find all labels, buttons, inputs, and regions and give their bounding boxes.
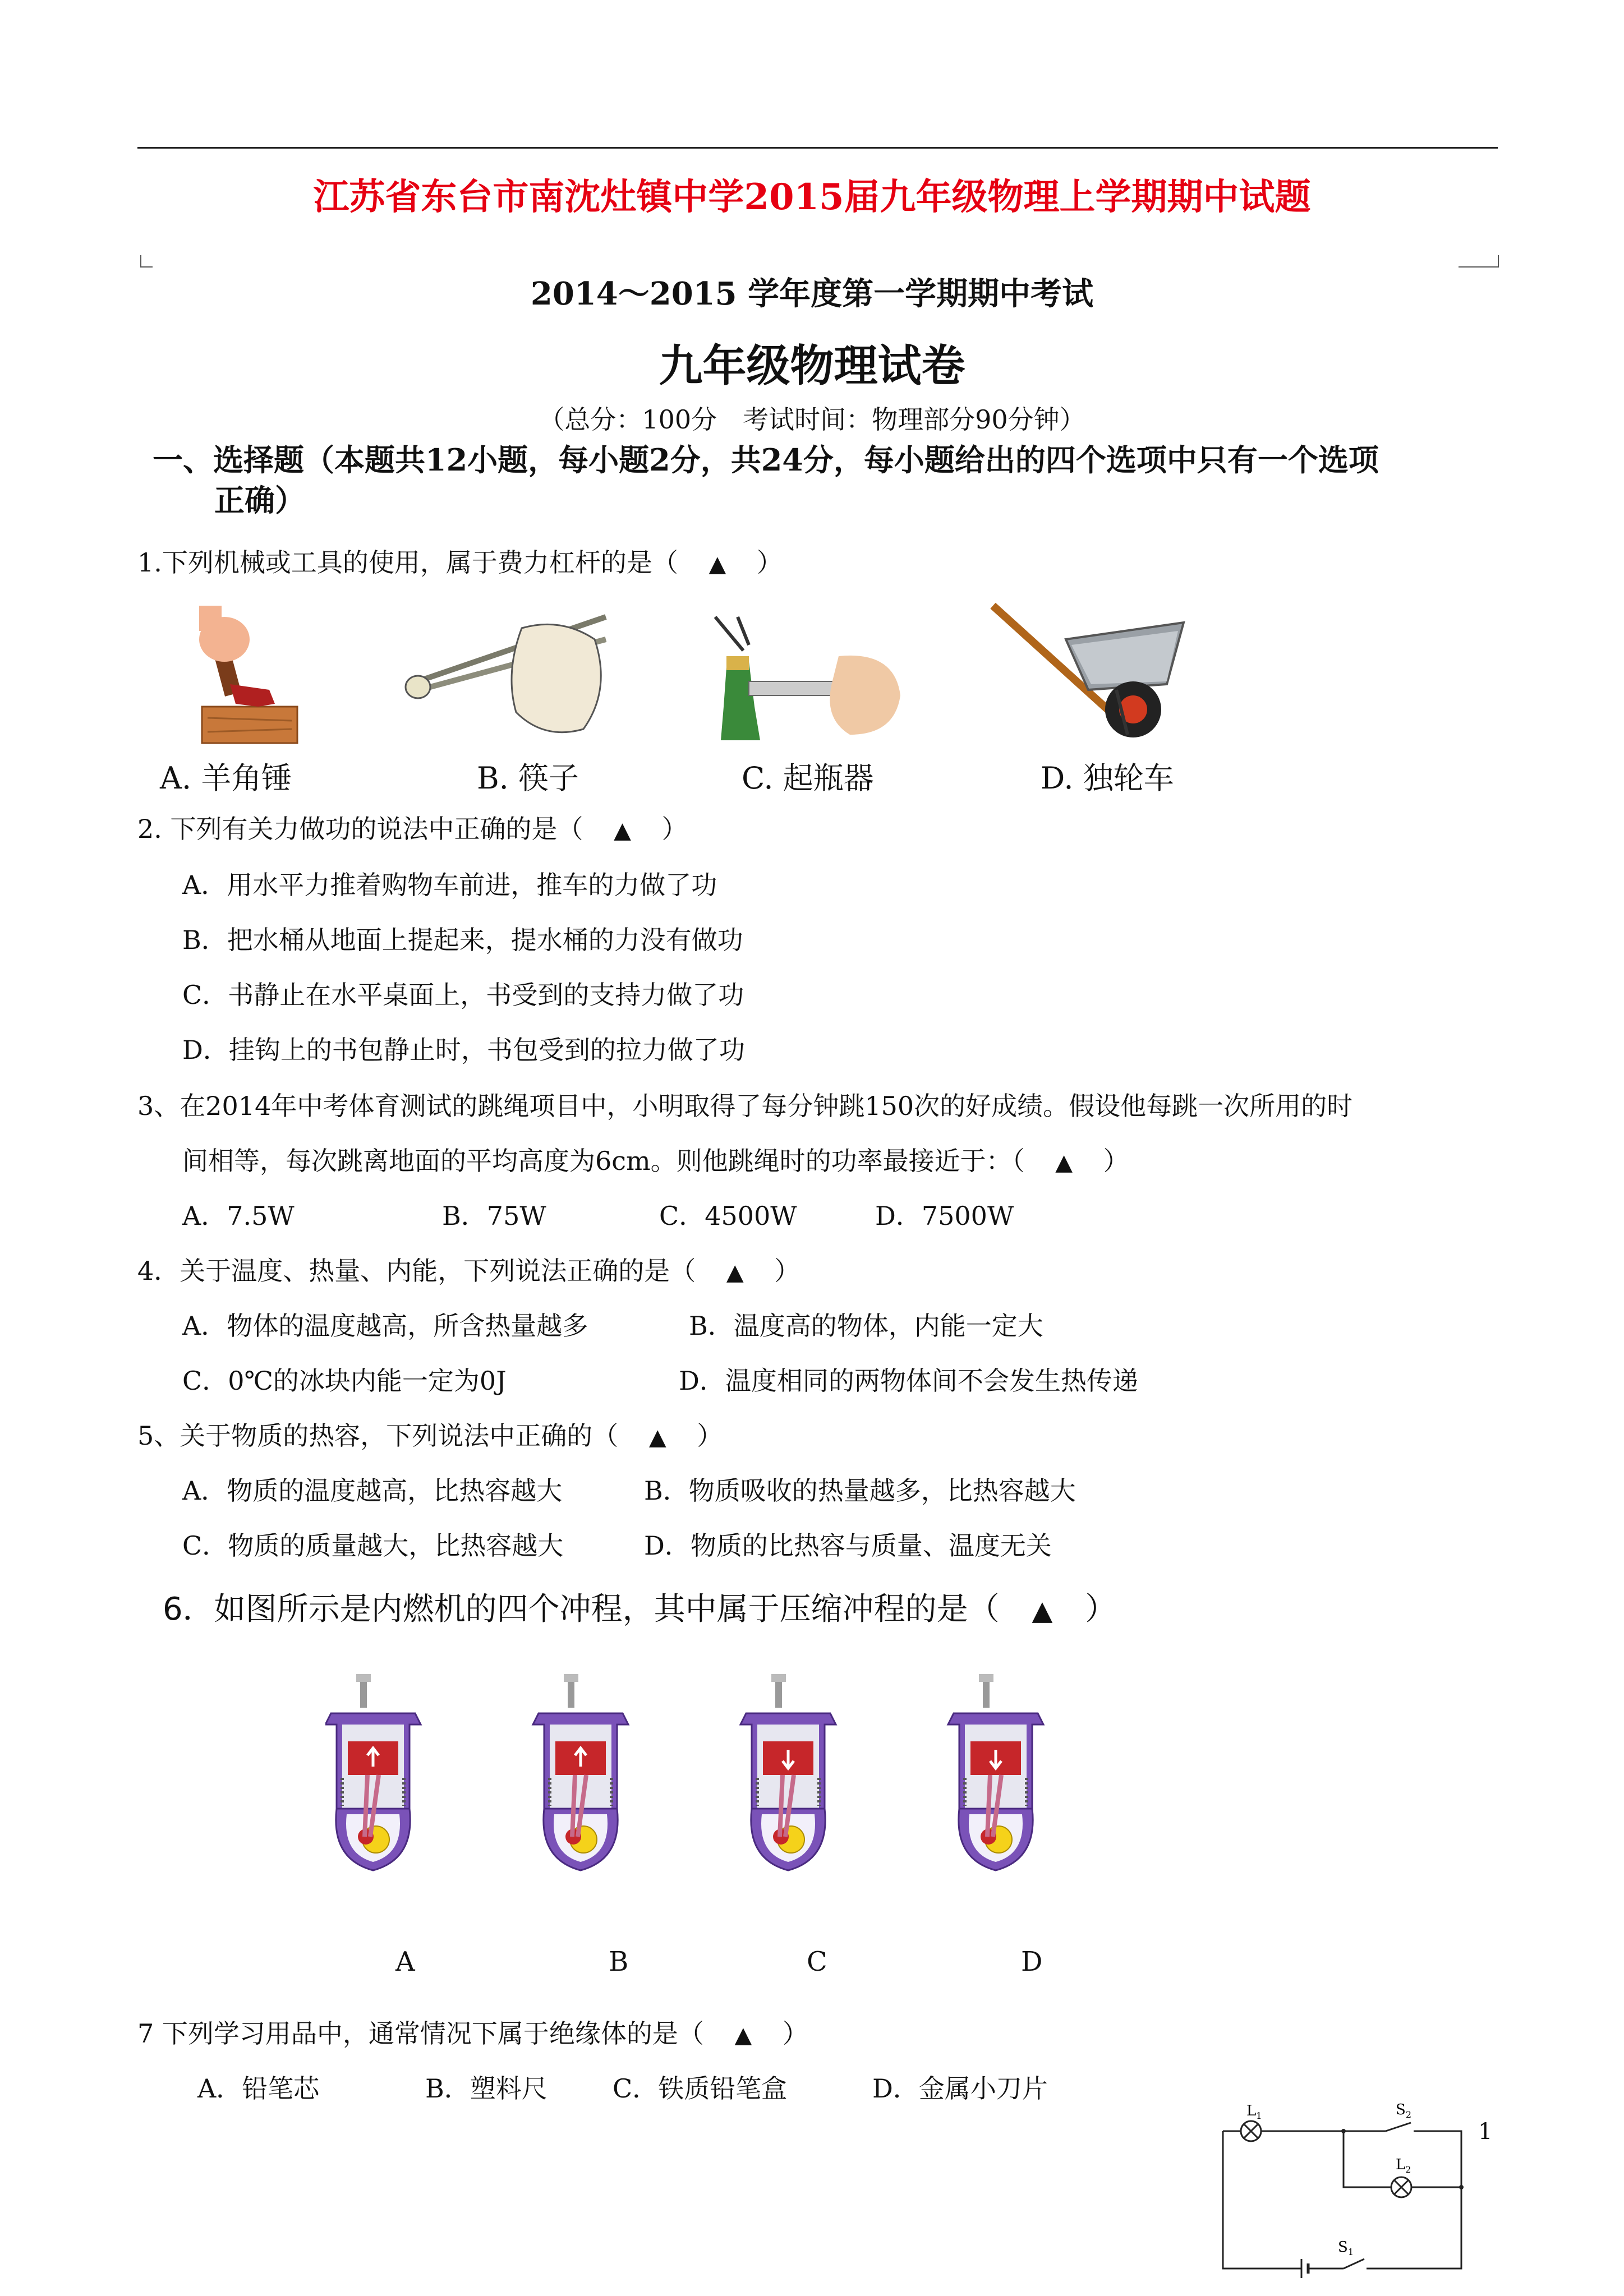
bottle-opener-image — [704, 606, 906, 746]
engine-label-a: A — [395, 1946, 415, 1977]
circuit-label-s2: $S_2$ — [1396, 2101, 1411, 2120]
engine-c — [740, 1674, 836, 1870]
q1-option-a: A. 羊角锤 — [160, 760, 292, 796]
q5-stem: 5、关于物质的热容，下列说法中正确的（ ▲ ） — [137, 1421, 723, 1451]
q7-option-b: B．塑料尺 — [425, 2073, 548, 2104]
crop-mark-right — [1459, 255, 1499, 268]
answer-mark: ▲ — [1032, 1595, 1053, 1626]
answer-mark: ▲ — [709, 551, 726, 577]
engine-b — [533, 1674, 628, 1870]
q1-stem: 1.下列机械或工具的使用，属于费力杠杆的是（ ▲ ） — [137, 547, 783, 578]
crop-mark-left — [140, 255, 153, 268]
circuit-label-s1: $S_1$ — [1338, 2239, 1354, 2257]
engine-label-b: B — [609, 1946, 629, 1977]
chopsticks-image — [404, 606, 611, 746]
circuit-label-l2: $L_2$ — [1396, 2156, 1411, 2175]
q2-option-b: B．把水桶从地面上提起来，提水桶的力没有做功 — [182, 925, 743, 955]
q2-option-a: A．用水平力推着购物车前进，推车的力做了功 — [182, 870, 717, 900]
document-title: 江苏省东台市南沈灶镇中学2015届九年级物理上学期期中试题 — [313, 176, 1311, 218]
section-heading — [153, 440, 1499, 520]
engine-label-c: C — [807, 1946, 827, 1977]
q4-option-d: D．温度相同的两物体间不会发生热传递 — [679, 1366, 1138, 1396]
engine-strokes-diagram — [325, 1668, 1122, 1893]
q7-option-a: A．铅笔芯 — [197, 2073, 320, 2104]
q3-option-c: C．4500W — [659, 1201, 797, 1231]
page-number: 1 — [1478, 2119, 1493, 2145]
wheelbarrow-image — [982, 600, 1195, 746]
q5-option-b: B．物质吸收的热量越多，比热容越大 — [644, 1476, 1076, 1506]
q6-stem: 6．如图所示是内燃机的四个冲程，其中属于压缩冲程的是（ ▲ ） — [163, 1591, 1117, 1628]
q2-option-c: C．书静止在水平桌面上，书受到的支持力做了功 — [182, 980, 744, 1010]
claw-hammer-image — [191, 606, 303, 746]
engine-a — [325, 1674, 421, 1870]
engine-label-d: D — [1021, 1946, 1043, 1977]
q1-option-c: C. 起瓶器 — [742, 760, 874, 796]
q3-stem-line2: 间相等，每次跳离地面的平均高度为6cm。则他跳绳时的功率最接近于：（ ▲ ） — [182, 1146, 1129, 1176]
section-heading-line2: 正确） — [214, 482, 305, 518]
exam-term-heading: 2014～2015 学年度第一学期期中考试 — [530, 275, 1094, 312]
q4-option-b: B．温度高的物体，内能一定大 — [689, 1311, 1043, 1341]
answer-mark: ▲ — [614, 818, 631, 843]
q4-option-c: C．0℃的冰块内能一定为0J — [182, 1366, 507, 1396]
answer-mark: ▲ — [734, 2022, 752, 2048]
q7-stem: 7 下列学习用品中，通常情况下属于绝缘体的是（ ▲ ） — [137, 2018, 808, 2049]
q4-stem: 4．关于温度、热量、内能，下列说法正确的是（ ▲ ） — [137, 1256, 801, 1286]
q1-option-b: B. 筷子 — [477, 760, 579, 796]
q2-stem: 2. 下列有关力做功的说法中正确的是（ ▲ ） — [137, 814, 688, 844]
exam-paper-heading: 九年级物理试卷 — [659, 340, 965, 391]
q5-option-a: A．物质的温度越高，比热容越大 — [182, 1476, 563, 1506]
answer-mark: ▲ — [1055, 1150, 1073, 1175]
circuit-label-l1: $L_1$ — [1246, 2103, 1262, 2121]
top-rule — [137, 147, 1498, 149]
q7-option-d: D．金属小刀片 — [872, 2073, 1048, 2104]
q4-option-a: A．物体的温度越高，所含热量越多 — [182, 1311, 588, 1341]
q3-stem-line1: 3、在2014年中考体育测试的跳绳项目中，小明取得了每分钟跳150次的好成绩。假设他每跳一次所用的时 — [137, 1091, 1353, 1121]
section-heading-line1: 一、选择题（本题共12小题，每小题2分，共24分，每小题给出的四个选项中只有一个选项 — [153, 442, 1379, 478]
circuit-diagram — [1217, 2097, 1475, 2283]
q3-option-a: A．7.5W — [182, 1201, 295, 1231]
q5-option-c: C．物质的质量越大，比热容越大 — [182, 1530, 564, 1561]
q3-option-b: B．75W — [442, 1201, 546, 1231]
engine-d — [948, 1674, 1043, 1870]
q7-option-c: C．铁质铅笔盒 — [613, 2073, 788, 2104]
q2-option-d: D．挂钩上的书包静止时，书包受到的拉力做了功 — [182, 1035, 745, 1065]
answer-mark: ▲ — [726, 1260, 744, 1285]
answer-mark: ▲ — [648, 1424, 666, 1450]
q5-option-d: D．物质的比热容与质量、温度无关 — [644, 1530, 1052, 1561]
exam-info-line: （总分：100分 考试时间：物理部分90分钟） — [539, 404, 1085, 435]
q1-option-d: D. 独轮车 — [1041, 760, 1174, 796]
q3-option-d: D．7500W — [875, 1201, 1014, 1231]
